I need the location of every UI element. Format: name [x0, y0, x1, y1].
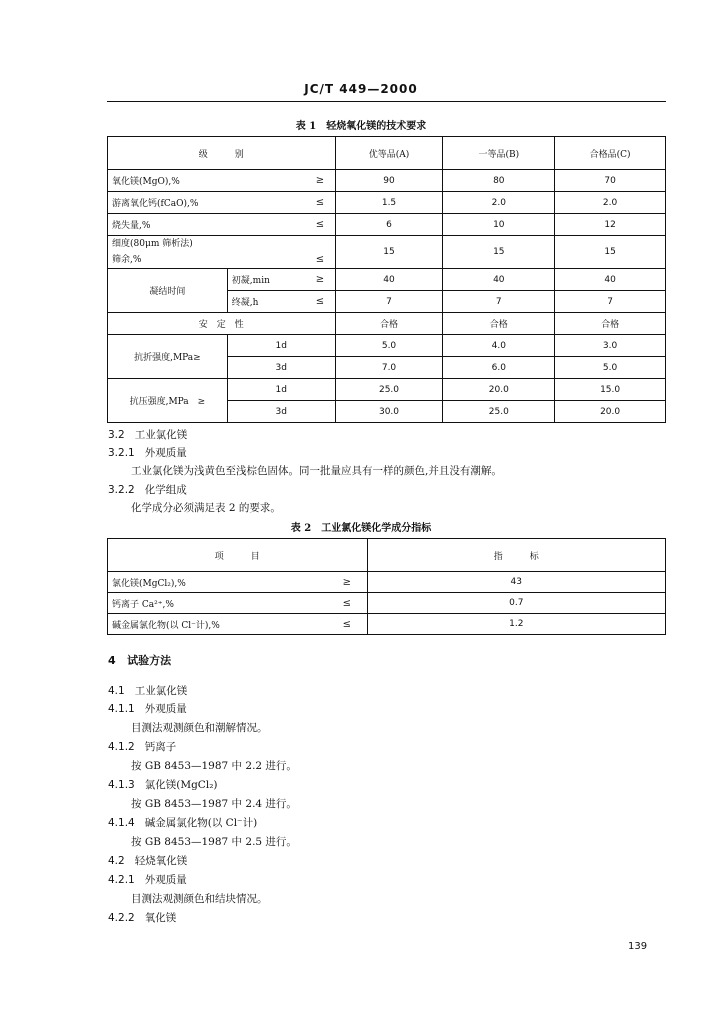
table2-head-item: 项 目	[108, 539, 368, 572]
row-symbol: ≤	[305, 192, 335, 214]
cell-a: 7.0	[335, 357, 443, 379]
table1-head-c: 合格品(C)	[555, 137, 666, 170]
cell-c: 70	[555, 170, 666, 192]
cell-c: 40	[555, 269, 666, 291]
cell-a: 7	[335, 291, 443, 313]
row-label: 氯化镁(MgCl₂),%	[108, 572, 328, 593]
section-number: 4.1.4	[108, 817, 135, 829]
set-time-label: 凝结时间	[108, 269, 228, 313]
table-row	[108, 236, 666, 269]
row-symbol: ≤	[327, 593, 367, 614]
cell-c: 3.0	[555, 335, 666, 357]
section-title: 试验方法	[127, 654, 172, 667]
section-title: 轻烧氧化镁	[134, 855, 188, 867]
section-number: 4.2.1	[108, 874, 135, 886]
section-number: 4	[108, 654, 116, 667]
cell-c: 15.0	[555, 379, 666, 401]
age-label: 1d	[227, 379, 335, 401]
row-symbol: ≥	[305, 269, 335, 291]
cell-b: 2.0	[443, 192, 555, 214]
section-title: 钙离子	[144, 741, 177, 753]
compressive-strength-label: 抗压强度,MPa ≥	[108, 379, 228, 423]
row-label: 钙离子 Ca²⁺,%	[108, 593, 328, 614]
section-number: 4.1.2	[108, 741, 135, 753]
cell-value: 43	[367, 572, 665, 593]
cell-a: 40	[335, 269, 443, 291]
cell-c: 12	[555, 214, 666, 236]
table1	[107, 136, 666, 423]
cell-b: 4.0	[443, 335, 555, 357]
age-label: 3d	[227, 401, 335, 423]
cell-b: 40	[443, 269, 555, 291]
cell-c: 合格	[555, 313, 666, 335]
table-row	[108, 335, 666, 357]
table1-head-a: 优等品(A)	[335, 137, 443, 170]
table1-header-row	[108, 137, 666, 170]
table1-head-level: 级 别	[108, 137, 336, 170]
cell-value: 1.2	[367, 614, 665, 635]
cell-b: 6.0	[443, 357, 555, 379]
table-row	[108, 269, 666, 291]
section-number: 3.2.2	[108, 484, 135, 496]
paragraph: 目测法观测颜色和潮解情况。	[131, 722, 268, 734]
cell-b: 7	[443, 291, 555, 313]
cell-a: 90	[335, 170, 443, 192]
paragraph: 化学成分必须满足表 2 的要求。	[131, 502, 281, 514]
section-title: 工业氯化镁	[134, 685, 188, 697]
table-row	[108, 214, 666, 236]
paragraph: 按 GB 8453—1987 中 2.5 进行。	[131, 836, 297, 848]
table2-caption: 表 2 工业氯化镁化学成分指标	[290, 523, 432, 534]
section-4-2-2	[108, 910, 176, 925]
section-number: 3.2.1	[108, 447, 135, 459]
final-set-label: 终凝,h	[227, 291, 305, 313]
section-4-1-2	[108, 739, 176, 754]
section-title: 氧化镁	[144, 912, 177, 924]
cell-b: 15	[443, 236, 555, 269]
section-3-2-1	[108, 445, 187, 460]
section-4-2-1	[108, 872, 187, 887]
table-row	[108, 170, 666, 192]
section-4	[108, 652, 171, 668]
section-3-2	[108, 427, 187, 442]
table2	[107, 538, 666, 635]
section-number: 4.2	[108, 855, 125, 867]
cell-value: 0.7	[367, 593, 665, 614]
cell-a: 5.0	[335, 335, 443, 357]
section-number: 4.1	[108, 685, 125, 697]
cell-c: 5.0	[555, 357, 666, 379]
cell-c: 7	[555, 291, 666, 313]
table2-header-row	[108, 539, 666, 572]
fine-label-line2: 筛余,%	[112, 255, 142, 265]
section-title: 外观质量	[144, 874, 187, 886]
table1-caption: 表 1 轻烧氧化镁的技术要求	[295, 121, 427, 132]
section-number: 4.1.1	[108, 703, 135, 715]
section-title: 工业氯化镁	[134, 429, 188, 441]
row-symbol: ≥	[327, 572, 367, 593]
table-row	[108, 313, 666, 335]
cell-a: 合格	[335, 313, 443, 335]
section-4-2	[108, 853, 187, 868]
section-4-1-3	[108, 777, 218, 792]
row-label: 烧失量,%	[108, 214, 306, 236]
section-title: 外观质量	[144, 703, 187, 715]
page-number: 139	[628, 941, 648, 952]
cell-b: 25.0	[443, 401, 555, 423]
section-number: 4.1.3	[108, 779, 135, 791]
age-label: 1d	[227, 335, 335, 357]
table2-head-index: 指 标	[367, 539, 665, 572]
paragraph: 按 GB 8453—1987 中 2.2 进行。	[131, 760, 297, 772]
cell-a: 15	[335, 236, 443, 269]
row-symbol: ≤	[327, 614, 367, 635]
cell-b: 20.0	[443, 379, 555, 401]
table-row	[108, 572, 666, 593]
initial-set-label: 初凝,min	[227, 269, 305, 291]
section-title: 化学组成	[144, 484, 187, 496]
row-symbol: ≤	[305, 291, 335, 313]
section-title: 氯化镁(MgCl₂)	[144, 779, 218, 791]
paragraph: 工业氯化镁为浅黄色至浅棕色固体。同一批量应具有一样的颜色,并且没有潮解。	[131, 465, 502, 477]
cell-a: 30.0	[335, 401, 443, 423]
row-symbol: ≤	[305, 236, 335, 269]
paragraph: 目测法观测颜色和结块情况。	[131, 893, 268, 905]
row-label	[108, 236, 306, 269]
section-3-2-2	[108, 482, 187, 497]
cell-a: 25.0	[335, 379, 443, 401]
section-4-1-1	[108, 701, 187, 716]
section-number: 3.2	[108, 429, 125, 441]
cell-c: 2.0	[555, 192, 666, 214]
row-symbol: ≥	[305, 170, 335, 192]
cell-a: 6	[335, 214, 443, 236]
document-header: JC/T 449—2000	[304, 82, 418, 96]
section-number: 4.2.2	[108, 912, 135, 924]
paragraph: 按 GB 8453—1987 中 2.4 进行。	[131, 798, 297, 810]
table-row	[108, 379, 666, 401]
section-4-1-4	[108, 815, 257, 830]
age-label: 3d	[227, 357, 335, 379]
section-4-1	[108, 683, 187, 698]
table-row	[108, 192, 666, 214]
flexural-strength-label: 抗折强度,MPa≥	[108, 335, 228, 379]
table-row	[108, 593, 666, 614]
cell-b: 10	[443, 214, 555, 236]
header-rule	[107, 101, 666, 102]
row-label: 氧化镁(MgO),%	[108, 170, 306, 192]
cell-b: 80	[443, 170, 555, 192]
cell-c: 20.0	[555, 401, 666, 423]
cell-a: 1.5	[335, 192, 443, 214]
cell-c: 15	[555, 236, 666, 269]
table1-head-b: 一等品(B)	[443, 137, 555, 170]
stability-label: 安 定 性	[108, 313, 336, 335]
fine-label-line1: 细度(80μm 筛析法)	[112, 239, 193, 249]
row-label: 碱金属氯化物(以 Cl⁻计),%	[108, 614, 328, 635]
row-label: 游离氧化钙(fCaO),%	[108, 192, 306, 214]
section-title: 外观质量	[144, 447, 187, 459]
table-row	[108, 614, 666, 635]
section-title: 碱金属氯化物(以 Cl⁻计)	[144, 817, 258, 829]
cell-b: 合格	[443, 313, 555, 335]
row-symbol: ≤	[305, 214, 335, 236]
